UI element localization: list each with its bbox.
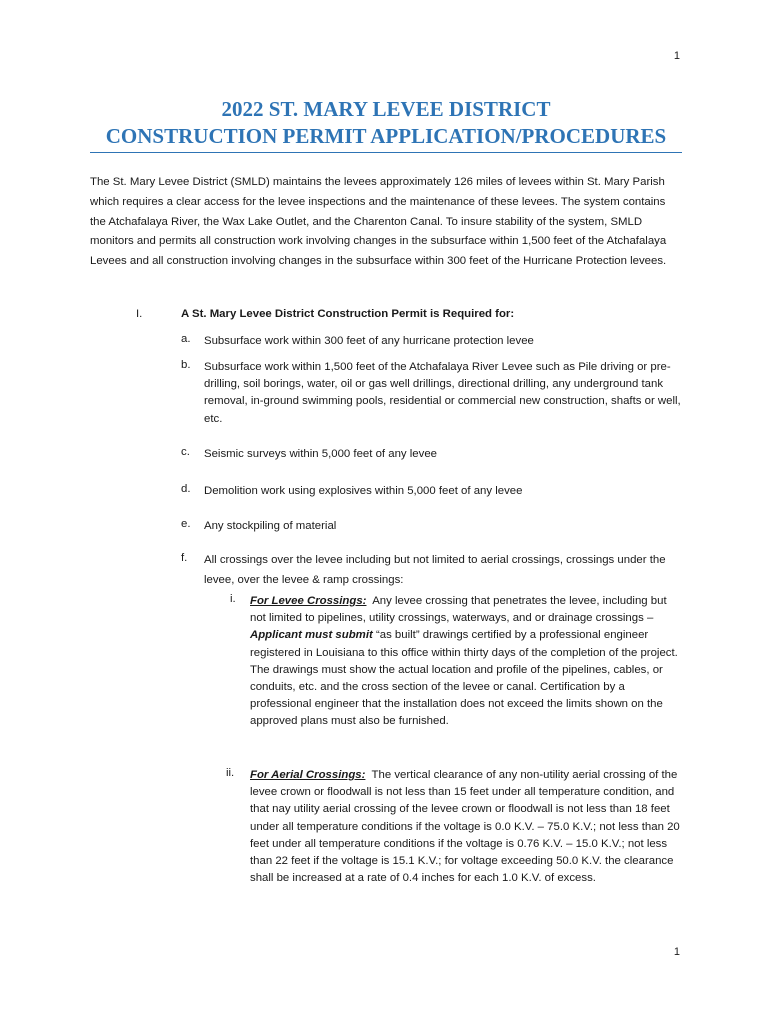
section-number: I. — [136, 308, 143, 320]
intro-paragraph: The St. Mary Levee District (SMLD) maintains the levees approximately 126 miles of levees within St. Mary Parish which requires a clear access for the levee inspections and the maintenance of these levees. The system contains the Atchafalaya River, the Wax Lake Outlet, and the Charenton Canal. To insure stability of the system, SMLD monitors and permits all construction work involving changes in the subsurface within 1,500 feet of the Atchafalaya Levees and all construction involving changes in the subsurface within 300 feet of the Hurricane Protection levees. — [90, 176, 667, 268]
title-line-1: 2022 ST. MARY LEVEE DISTRICT — [221, 97, 551, 121]
subitem-body-ii: The vertical clearance of any non-utility aerial crossing of the levee crown or floodwall is not less than 15 feet under all temperature condition, and that nay utility aerial crossing of the levee crown or floodwall is not less than 18 feet under all temperature conditions if the voltage is 0.0 K.V. – 75.0 K.V.; not less than 20 feet under all temperature conditions if the voltage is 0.76 K.V. – 15.0 K.V.; not less than 22 feet if the voltage is 15.1 K.V.; for voltage exceeding 50.0 K.V. the clearance shall be increased at a rate of 0.4 inches for each 1.0 K.V. of excess. — [250, 769, 680, 885]
page-number-bottom: 1 — [673, 946, 680, 958]
item-text-a: Subsurface work within 300 feet of any hurricane protection levee — [204, 335, 534, 347]
page-number-top: 1 — [673, 50, 680, 62]
document-title — [90, 96, 682, 150]
item-text-f: All crossings over the levee including but not limited to aerial crossings, crossings under the levee, over the levee & ramp crossings: — [204, 554, 666, 586]
subitem-text-i — [250, 593, 684, 731]
item-text-e: Any stockpiling of material — [204, 520, 337, 532]
subitem-label-i: i. — [230, 593, 236, 605]
subitem-text-i-before: Any levee crossing that penetrates the levee, including but not limited to pipelines, utility crossings, waterways, and or drainage crossings – — [250, 595, 667, 625]
item-label-e: e. — [181, 518, 191, 530]
subitem-text-ii — [250, 767, 684, 887]
subitem-heading-i: For Levee Crossings: — [250, 595, 367, 607]
title-divider — [90, 152, 682, 153]
item-label-d: d. — [181, 483, 191, 495]
subitem-emphasis-i: Applicant must submit — [250, 629, 373, 642]
item-label-b: b. — [181, 359, 191, 371]
item-label-c: c. — [181, 446, 190, 458]
item-label-f: f. — [181, 552, 188, 564]
item-text-c: Seismic surveys within 5,000 feet of any levee — [204, 448, 437, 460]
subitem-heading-ii: For Aerial Crossings: — [250, 769, 366, 781]
subitem-label-ii: ii. — [226, 767, 235, 779]
title-line-2: CONSTRUCTION PERMIT APPLICATION/PROCEDURES — [105, 124, 667, 148]
item-text-b: Subsurface work within 1,500 feet of the Atchafalaya River Levee such as Pile driving or pre-drilling, soil borings, water, oil or gas well drillings, directional drilling, any underground tank removal, in-ground swimming pools, residential or commercial new construction, shafts or well, etc. — [204, 361, 681, 425]
item-text-d: Demolition work using explosives within 5,000 feet of any levee — [204, 485, 523, 497]
subitem-text-i-after: “as built” drawings certified by a professional engineer registered in Louisiana to this office within thirty days of the completion of the project. The drawings must show the actual location and profile of the pipelines, cables, or conduits, etc. and the cross section of the levee or canal. Certification by a professional engineer that the installation does not exceed the limits shown on the approved plans must also be furnished. — [250, 629, 678, 728]
section-heading: A St. Mary Levee District Construction Permit is Required for: — [181, 308, 515, 320]
item-label-a: a. — [181, 333, 191, 345]
